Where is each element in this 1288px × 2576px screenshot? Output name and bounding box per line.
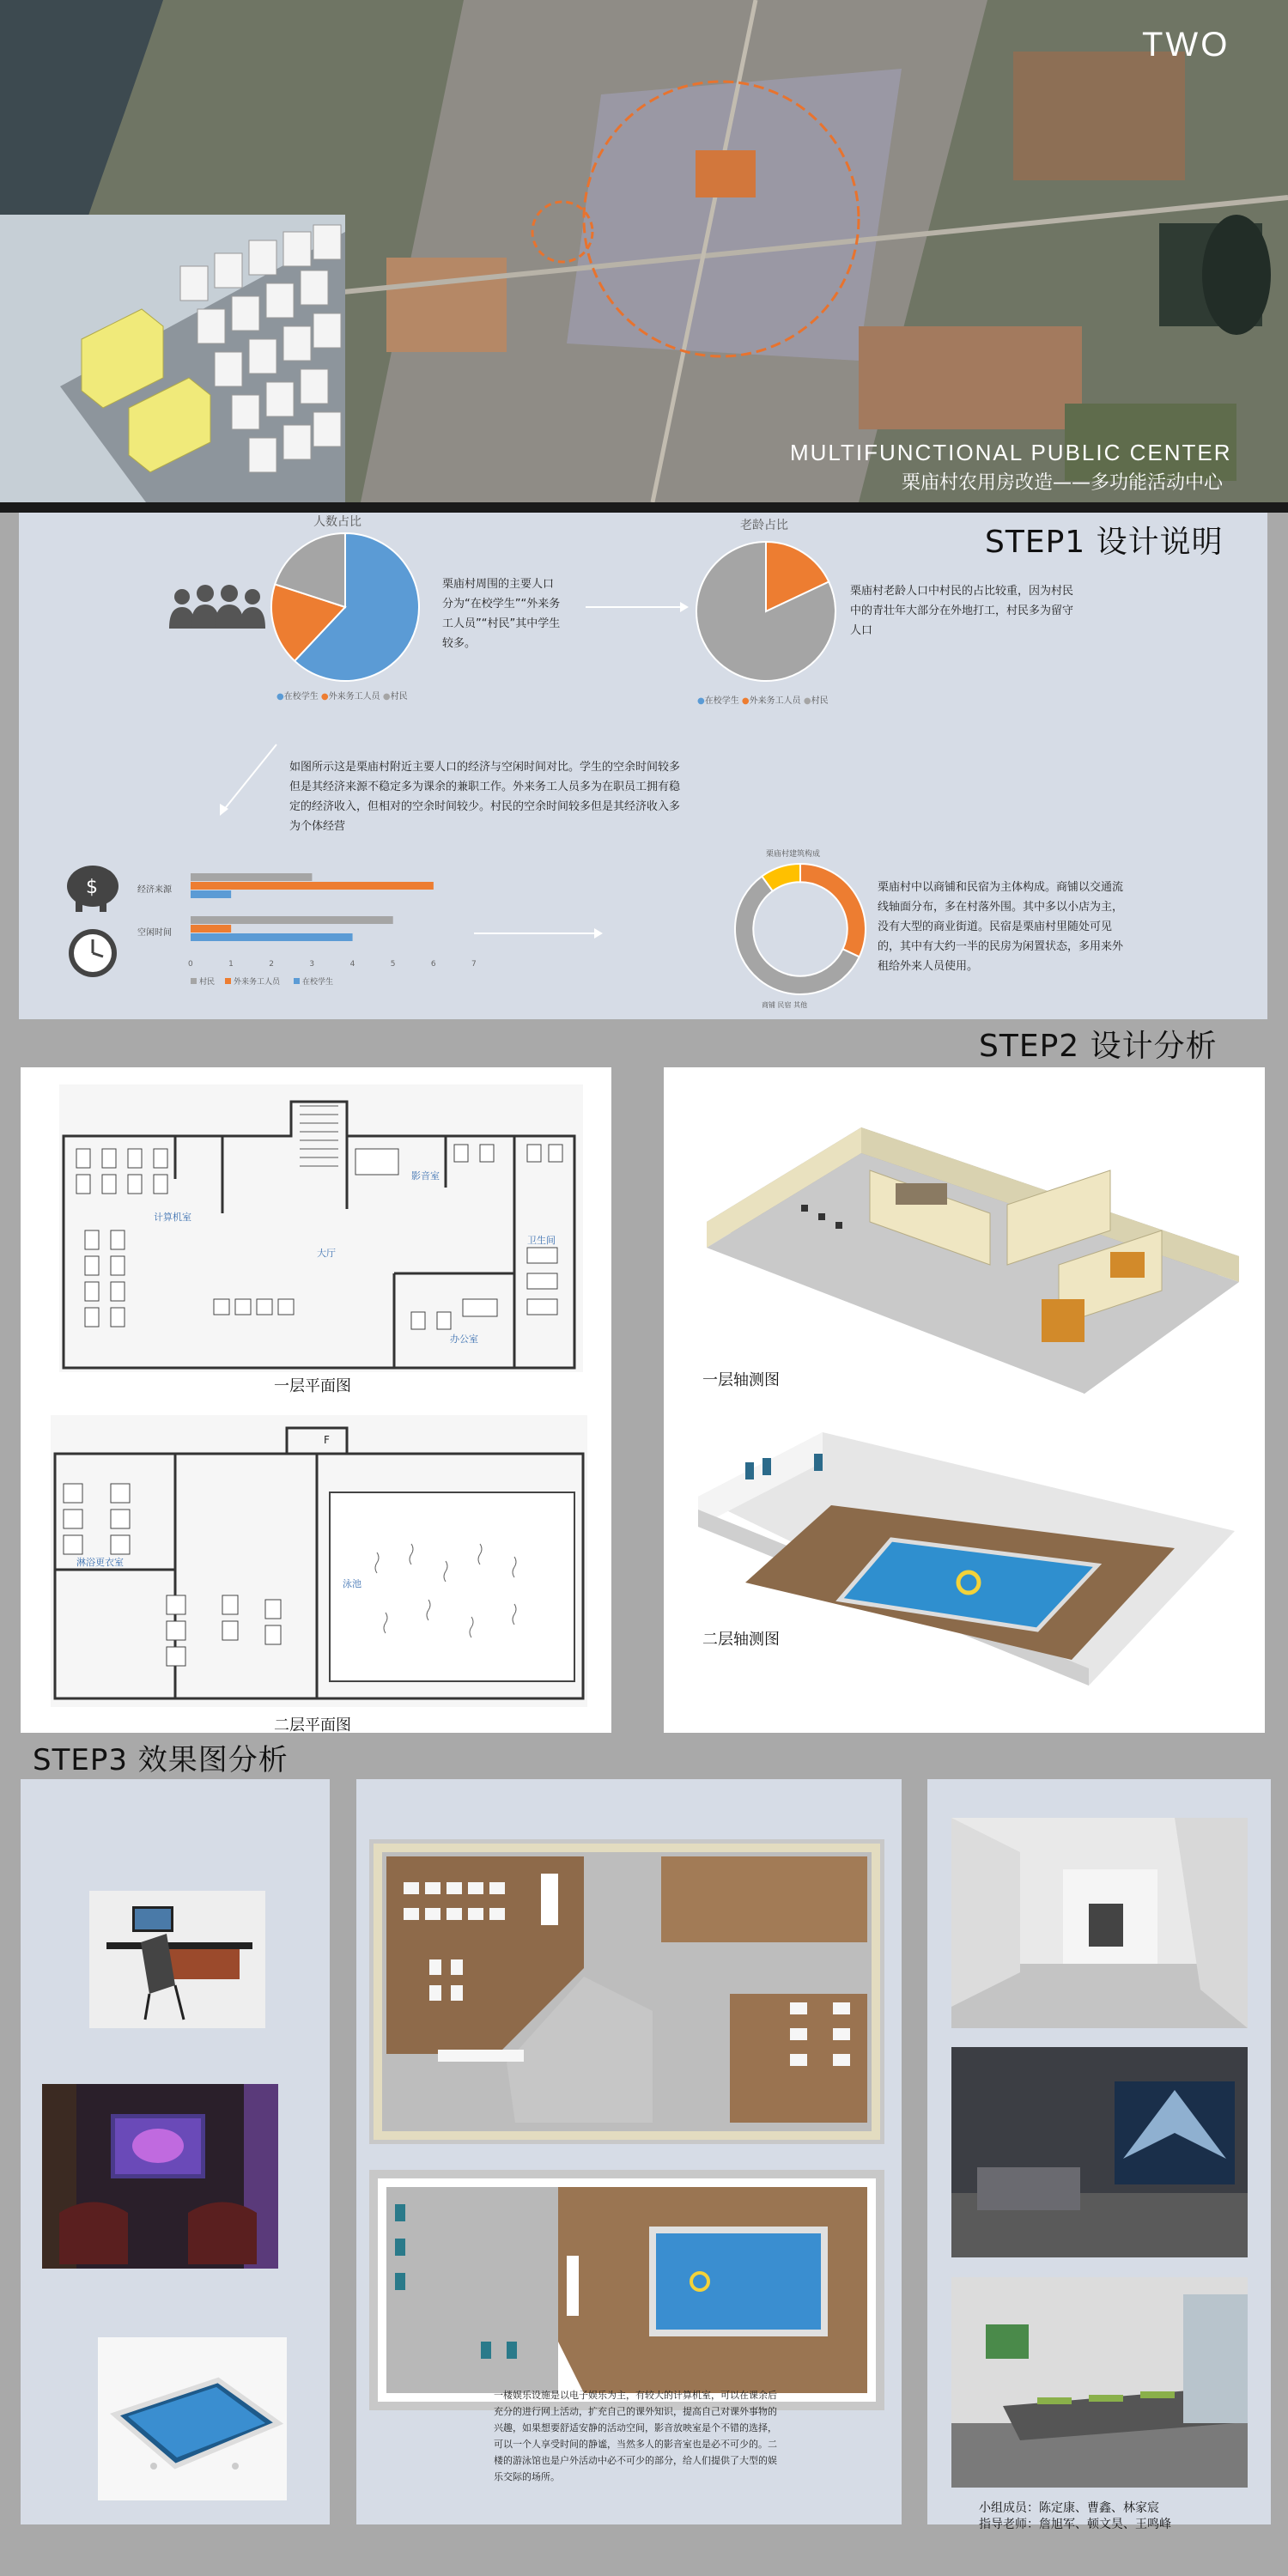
credits-teachers: 指导老师：詹旭军、顿文昊、王鸣峰 [979,2518,1171,2531]
bar-在校学生-空闲时间 [191,933,353,941]
arrow-down-left-icon [216,740,285,817]
render-media-room [42,2084,278,2269]
bar-tick-label: 6 [430,960,436,969]
second-floor-axonometric [694,1428,1243,1694]
pie2-legend: ●在校学生 ●外来务工人员 ●村民 [697,696,829,706]
bar-外来务工人员-经济来源 [191,882,434,890]
axo2-caption: 二层轴测图 [702,1631,780,1649]
plan2-room-shower: 淋浴更衣室 [76,1557,124,1568]
bar-legend-swatch [225,978,231,984]
step1-panel [19,513,1267,1019]
corner-label: TWO [1142,26,1230,64]
header-divider [0,502,1288,513]
pie1-legend-2: 村民 [390,692,408,702]
people-icon [165,581,268,633]
pie2-legend-0: 在校学生 [704,696,739,706]
render-computer-desk [89,1891,265,2028]
bar-tick-label: 4 [349,960,355,969]
step1-heading: STEP1 设计说明 [985,525,1224,560]
pie1-title: 人数占比 [313,515,361,529]
massing-model-graphic [0,215,345,502]
plan1-room-media: 影音室 [411,1170,440,1182]
donut-legend: 商铺 民宿 其他 [762,1001,808,1009]
plan2-stair-label: F [324,1434,330,1446]
bar-tick-label: 2 [269,960,275,969]
bar-category-label: 经济来源 [137,885,172,895]
pie2-description: 栗庙村老龄人口中村民的占比较重，因为村民中的青壮年大部分在外地打工，村民多为留守人口 [850,585,1074,637]
pie1-legend-0: 在校学生 [283,692,319,702]
bar-chart-economy-time [131,865,483,993]
pie1-legend: ●在校学生 ●外来务工人员 ●村民 [276,692,408,702]
plan2-caption: 二层平面图 [274,1716,351,1735]
axonometric-panel [664,1067,1265,1733]
arrow-right-icon [586,598,689,616]
title-english: MULTIFUNCTIONAL PUBLIC CENTER [790,440,1232,465]
pie1-legend-1: 外来务工人员 [328,692,380,702]
step3-right-panel [927,1779,1271,2531]
step3-center-panel [356,1779,902,2524]
pie1-description: 栗庙村周围的主要人口分为“在校学生”“外来务工人员”“村民”其中学生较多。 [442,578,561,650]
middle-description: 如图所示这是栗庙村附近主要人口的经济与空闲时间对比。学生的空余时间较多但是其经济来源不稳定多为课余的兼职工作。外来务工人员多为在职员工拥有稳定的经济收入，但相对的空余时间较少。村民的空余时间较多但是其经济收入多为个体经营 [289,761,681,833]
arrow-right-icon-2 [474,925,603,942]
bar-legend-label: 在校学生 [302,978,334,987]
bar-legend-label: 村民 [199,978,216,987]
render-pool [98,2337,287,2500]
pie-chart-elderly [693,538,839,684]
money-and-clock-icon [60,860,129,981]
render-lobby [951,1818,1248,2028]
bar-legend-swatch [294,978,300,984]
massing-model-inset [0,215,345,502]
plan1-room-hall: 大厅 [317,1248,336,1259]
bar-tick-label: 5 [390,960,396,969]
bar-外来务工人员-空闲时间 [191,925,231,933]
bar-legend-swatch [191,978,197,984]
render-computer-room [951,2277,1248,2488]
title-chinese: 栗庙村农用房改造——多功能活动中心 [902,472,1224,494]
plan2-room-pool: 泳池 [343,1578,361,1589]
bar-tick-label: 1 [228,960,234,969]
first-floor-axonometric [698,1119,1239,1411]
plan1-room-computer: 计算机室 [154,1212,191,1223]
render-media-lounge [951,2047,1248,2257]
bar-category-label: 空闲时间 [137,928,172,938]
render-second-floor-topview [369,2170,884,2410]
bar-tick-label: 7 [471,960,477,969]
donut-chart-buildings [732,860,869,998]
pie2-legend-1: 外来务工人员 [749,696,801,706]
pie2-title: 老龄占比 [740,519,788,532]
plan1-caption: 一层平面图 [274,1377,351,1395]
pie-chart-population [268,530,422,684]
axo1-caption: 一层轴测图 [702,1371,780,1389]
step3-heading: STEP3 效果图分析 [33,1743,289,1777]
bar-村民-经济来源 [191,873,312,881]
bar-在校学生-经济来源 [191,890,231,898]
bar-legend-label: 外来务工人员 [234,978,281,987]
donut-description: 栗庙村中以商铺和民宿为主体构成。商铺以交通流线轴面分布，多在村落外围。其中多以小店为主，没有大型的商业街道。民宿是栗庙村里随处可见的，其中有大约一半的民房为闲置状态，多用来外租给外来人员使用。 [878,881,1124,973]
second-floor-plan [51,1415,587,1707]
plan1-room-office: 办公室 [450,1334,478,1345]
credits-members: 小组成员：陈定康、曹鑫、林家宸 [979,2501,1159,2515]
donut-title: 栗庙村建筑构成 [766,850,821,859]
step3-left-panel [21,1779,330,2524]
pie2-legend-2: 村民 [811,696,829,706]
svg-text:$: $ [86,877,98,898]
bar-村民-空闲时间 [191,916,393,924]
bar-tick-label: 0 [188,960,193,969]
plan1-room-wc: 卫生间 [527,1235,556,1246]
render-first-floor-topview [369,1839,884,2144]
step3-description: 一楼娱乐设施是以电子娱乐为主，有较大的计算机室，可以在课余后充分的进行网上活动，扩充自己的课外知识，提高自己对课外事物的兴趣，如果想要舒适安静的活动空间，影音放映室是个不错的选择，可以一个人享受时间的静谧，当然多人的影音室也是必不可少的。二楼的游泳馆也是户外活动中必不可少的部分，给人们提供了大型的娱乐交际的场所。 [494,2390,777,2482]
step2-heading: STEP2 设计分析 [979,1029,1218,1064]
floor-plans-panel [21,1067,611,1733]
donut-slice-商铺 [800,864,866,957]
bar-tick-label: 3 [309,960,315,969]
first-floor-plan [59,1084,583,1372]
